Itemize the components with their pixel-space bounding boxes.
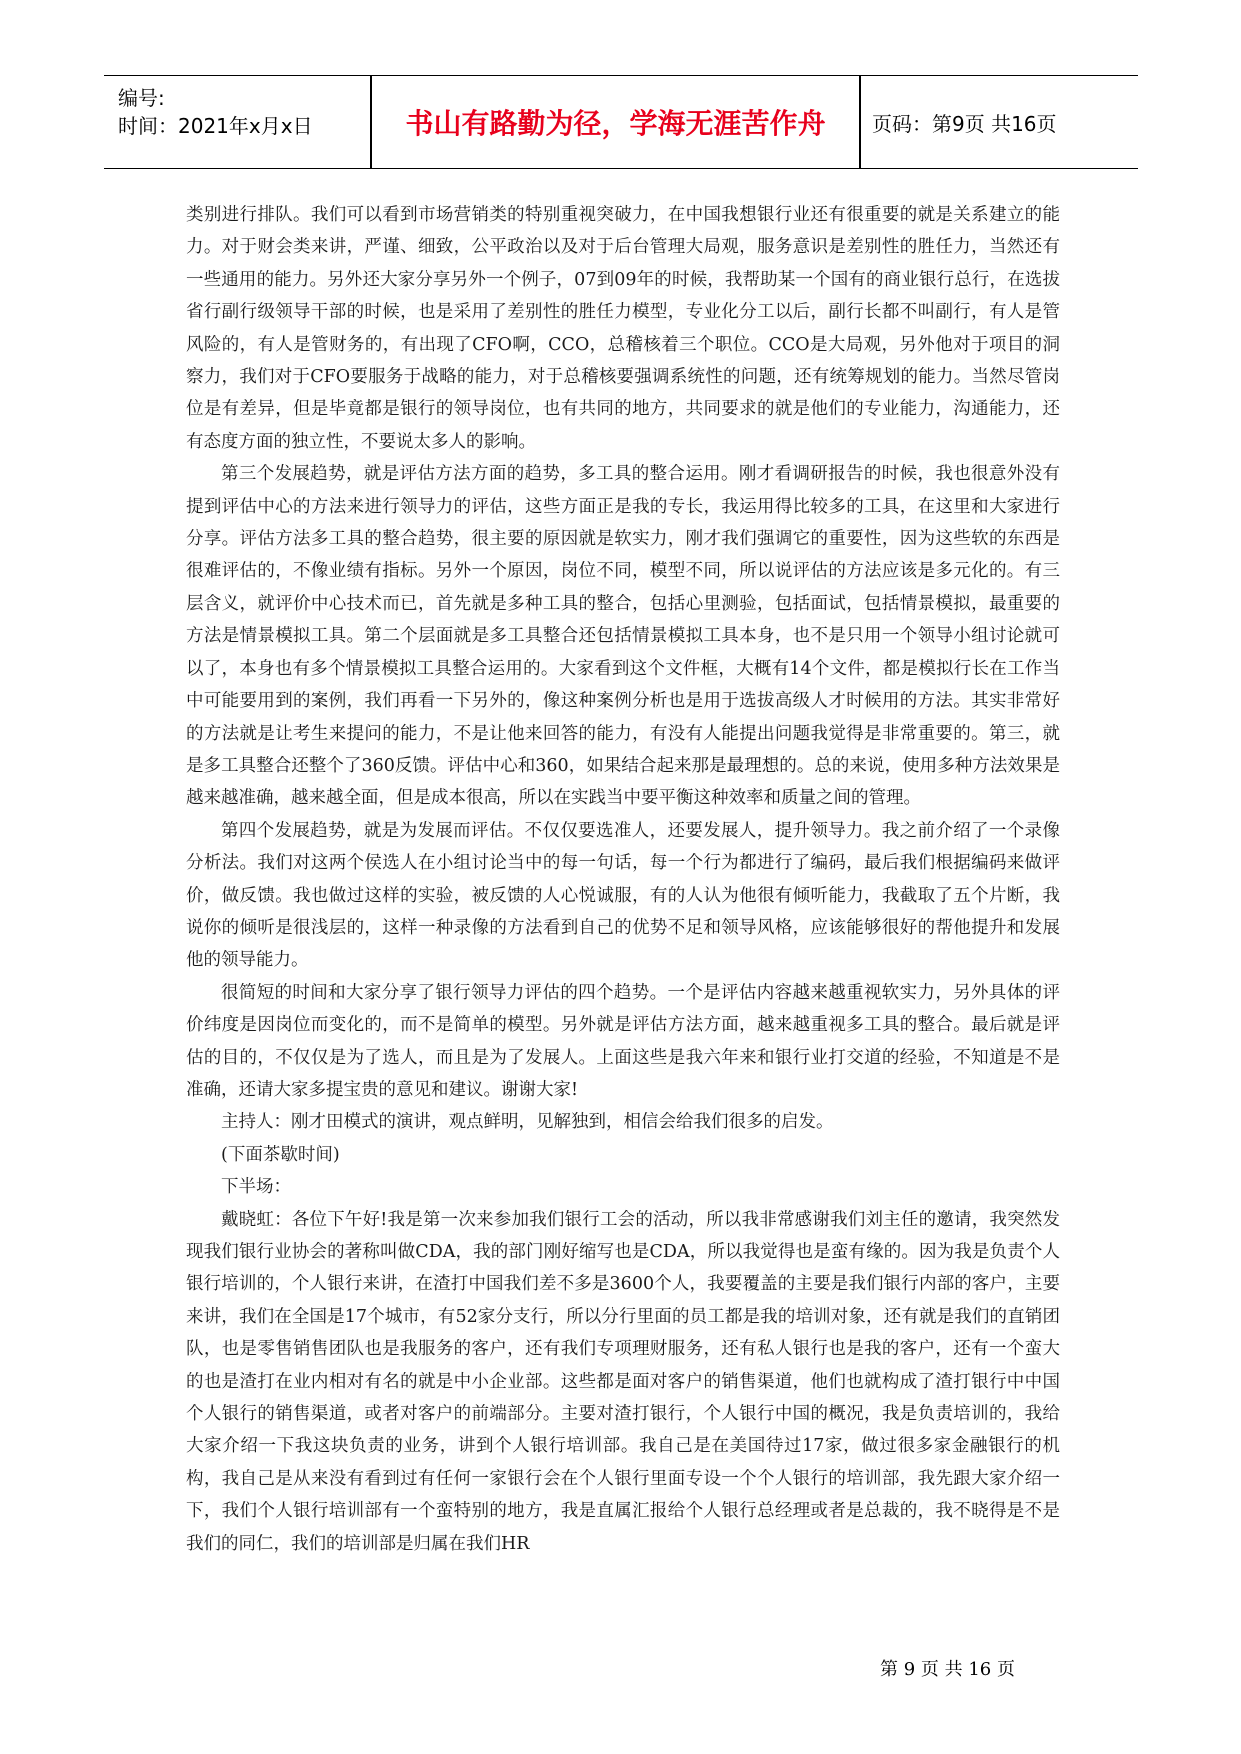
paragraph: 主持人：刚才田模式的演讲，观点鲜明，见解独到，相信会给我们很多的启发。	[221, 1112, 834, 1133]
header-divider	[859, 76, 861, 168]
document-body	[186, 199, 1060, 1560]
header-meta	[118, 78, 370, 166]
page-footer: 第 9 页 共 16 页	[880, 1659, 1015, 1680]
number-label: 编号:	[118, 86, 165, 110]
header-motto: 书山有路勤为径，学海无涯苦作舟	[405, 107, 826, 140]
time-label: 时间：2021年x月x日	[118, 114, 313, 138]
paragraph: (下面茶歇时间)	[221, 1144, 340, 1165]
header-page-info: 页码：第9页 共16页	[872, 111, 1057, 136]
paragraph: 下半场：	[221, 1177, 291, 1198]
page-header	[104, 75, 1138, 169]
paragraph: 第四个发展趋势，就是为发展而评估。不仅仅要选准人，还要发展人，提升领导力。我之前介绍了一个录像分析法。我们对这两个侯选人在小组讨论当中的每一句话，每一个行为都进行了编码，最后我们根据编码来做评价，做反馈。我也做过这样的实验，被反馈的人心悦诚服，有的人认为他很有倾听能力，我截取了五个片断，我说你的倾听是很浅层的，这样一种录像的方法看到自己的优势不足和领导风格，应该能够很好的帮他提升和发展他的领导能力。	[186, 820, 1060, 971]
paragraph: 戴晓虹：各位下午好!我是第一次来参加我们银行工会的活动，所以我非常感谢我们刘主任的邀请，我突然发现我们银行业协会的著称叫做CDA，我的部门刚好缩写也是CDA，所以我觉得也是蛮有缘的。因为我是负责个人银行培训的，个人银行来讲，在渣打中国我们差不多是3600个人，我要覆盖的主要是我们银行内部的客户，主要来讲，我们在全国是17个城市，有52家分支行，所以分行里面的员工都是我的培训对象，还有就是我们的直销团队，也是零售销售团队也是我服务的客户，还有我们专项理财服务，还有私人银行也是我的客户，还有一个蛮大的也是渣打在业内相对有名的就是中小企业部。这些都是面对客户的销售渠道，他们也就构成了渣打银行中中国个人银行的销售渠道，或者对客户的前端部分。主要对渣打银行，个人银行中国的概况，我是负责培训的，我给大家介绍一下我这块负责的业务，讲到个人银行培训部。我自己是在美国待过17家，做过很多家金融银行的机构，我自己是从来没有看到过有任何一家银行会在个人银行里面专设一个个人银行的培训部，我先跟大家介绍一下，我们个人银行培训部有一个蛮特别的地方，我是直属汇报给个人银行总经理或者是总裁的，我不晓得是不是我们的同仁，我们的培训部是归属在我们HR	[186, 1209, 1060, 1554]
paragraph: 类别进行排队。我们可以看到市场营销类的特别重视突破力，在中国我想银行业还有很重要的就是关系建立的能力。对于财会类来讲，严谨、细致，公平政治以及对于后台管理大局观，服务意识是差别性的胜任力，当然还有一些通用的能力。另外还大家分享另外一个例子，07到09年的时候，我帮助某一个国有的商业银行总行，在选拔省行副行级领导干部的时候，也是采用了差别性的胜任力模型，专业化分工以后，副行长都不叫副行，有人是管风险的，有人是管财务的，有出现了CFO啊，CCO，总稽核着三个职位。CCO是大局观，另外他对于项目的洞察力，我们对于CFO要服务于战略的能力，对于总稽核要强调系统性的问题，还有统筹规划的能力。当然尽管岗位是有差异，但是毕竟都是银行的领导岗位，也有共同的地方，共同要求的就是他们的专业能力，沟通能力，还有态度方面的独立性，不要说太多人的影响。	[186, 205, 1060, 452]
paragraph: 第三个发展趋势，就是评估方法方面的趋势，多工具的整合运用。刚才看调研报告的时候，我也很意外没有提到评估中心的方法来进行领导力的评估，这些方面正是我的专长，我运用得比较多的工具，在这里和大家进行分享。评估方法多工具的整合趋势，很主要的原因就是软实力，刚才我们强调它的重要性，因为这些软的东西是很难评估的，不像业绩有指标。另外一个原因，岗位不同，模型不同，所以说评估的方法应该是多元化的。有三层含义，就评价中心技术而已，首先就是多种工具的整合，包括心里测验，包括面试，包括情景模拟，最重要的方法是情景模拟工具。第二个层面就是多工具整合还包括情景模拟工具本身，也不是只用一个领导小组讨论就可以了，本身也有多个情景模拟工具整合运用的。大家看到这个文件框，大概有14个文件，都是模拟行长在工作当中可能要用到的案例，我们再看一下另外的，像这种案例分析也是用于选拔高级人才时候用的方法。其实非常好的方法就是让考生来提问的能力，不是让他来回答的能力，有没有人能提出问题我觉得是非常重要的。第三，就是多工具整合还整个了360反馈。评估中心和360，如果结合起来那是最理想的。总的来说，使用多种方法效果是越来越准确，越来越全面，但是成本很高，所以在实践当中要平衡这种效率和质量之间的管理。	[186, 464, 1060, 809]
paragraph: 很简短的时间和大家分享了银行领导力评估的四个趋势。一个是评估内容越来越重视软实力，另外具体的评价纬度是因岗位而变化的，而不是简单的模型。另外就是评估方法方面，越来越重视多工具的整合。最后就是评估的目的，不仅仅是为了选人，而且是为了发展人。上面这些是我六年来和银行业打交道的经验，不知道是不是准确，还请大家多提宝贵的意见和建议。谢谢大家!	[186, 982, 1060, 1100]
